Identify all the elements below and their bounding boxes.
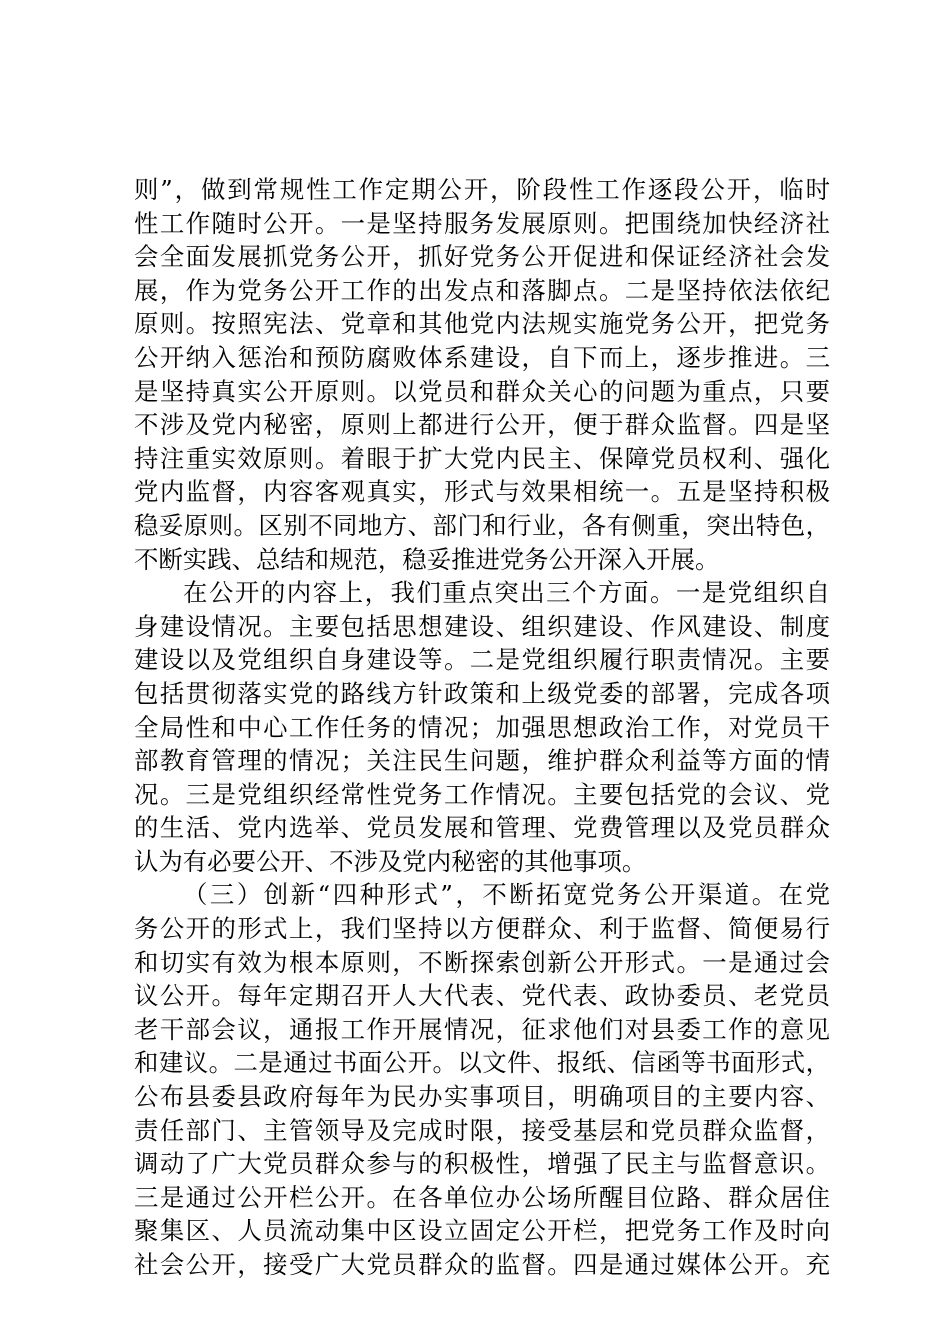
paragraph-principles [134, 173, 830, 576]
text-line: 和切实有效为根本原则，不断探索创新公开形式。一是通过会 [134, 947, 830, 977]
text-line: 公开纳入惩治和预防腐败体系建设，自下而上，逐步推进。三 [134, 342, 830, 372]
text-line: 社会公开，接受广大党员群众的监督。四是通过媒体公开。充 [134, 1250, 830, 1279]
text-line: 老干部会议，通报工作开展情况，征求他们对县委工作的意见 [134, 1014, 830, 1044]
text-line: 原则。按照宪法、党章和其他党内法规实施党务公开，把党务 [134, 309, 830, 339]
text-line: 聚集区、人员流动集中区设立固定公开栏，把党务工作及时向 [134, 1216, 830, 1246]
text-line: 是坚持真实公开原则。以党员和群众关心的问题为重点，只要 [134, 376, 830, 406]
text-line: 不涉及党内秘密，原则上都进行公开，便于群众监督。四是坚 [134, 410, 830, 440]
text-line: （三）创新“四种形式”，不断拓宽党务公开渠道。在党 [183, 880, 830, 910]
paragraph-content [134, 576, 830, 878]
text-line: 部教育管理的情况；关注民生问题，维护群众利益等方面的情 [134, 746, 830, 776]
text-line: 全局性和中心工作任务的情况；加强思想政治工作，对党员干 [134, 712, 830, 742]
text-line: 包括贯彻落实党的路线方针政策和上级党委的部署，完成各项 [134, 678, 830, 708]
text-line: 在公开的内容上，我们重点突出三个方面。一是党组织自 [183, 578, 830, 608]
text-line: 身建设情况。主要包括思想建设、组织建设、作风建设、制度 [134, 611, 830, 641]
text-line: 性工作随时公开。一是坚持服务发展原则。把围绕加快经济社 [134, 208, 830, 238]
text-line: 务公开的形式上，我们坚持以方便群众、利于监督、简便易行 [134, 914, 830, 944]
text-line: 稳妥原则。区别不同地方、部门和行业，各有侧重，突出特色， [134, 510, 830, 540]
text-line: 和建议。二是通过书面公开。以文件、报纸、信函等书面形式， [134, 1048, 830, 1078]
text-line: 公布县委县政府每年为民办实事项目，明确项目的主要内容、 [134, 1082, 830, 1112]
text-line: 认为有必要公开、不涉及党内秘密的其他事项。 [134, 846, 647, 876]
body-text [134, 173, 830, 1282]
text-line: 党内监督，内容客观真实，形式与效果相统一。五是坚持积极 [134, 477, 830, 507]
text-line: 持注重实效原则。着眼于扩大党内民主、保障党员权利、强化 [134, 443, 830, 473]
text-line: 展，作为党务公开工作的出发点和落脚点。二是坚持依法依纪 [134, 275, 830, 305]
text-line: 调动了广大党员群众参与的积极性，增强了民主与监督意识。 [134, 1149, 830, 1179]
text-line: 不断实践、总结和规范，稳妥推进党务公开深入开展。 [134, 544, 720, 574]
text-line: 议公开。每年定期召开人大代表、党代表、政协委员、老党员 [134, 981, 830, 1011]
text-line: 责任部门、主管领导及完成时限，接受基层和党员群众监督， [134, 1115, 830, 1145]
text-line: 的生活、党内选举、党员发展和管理、党费管理以及党员群众 [134, 813, 830, 843]
text-line: 则”，做到常规性工作定期公开，阶段性工作逐段公开，临时 [134, 175, 830, 204]
text-line: 三是通过公开栏公开。在各单位办公场所醒目位路、群众居住 [134, 1182, 830, 1212]
text-line: 况。三是党组织经常性党务工作情况。主要包括党的会议、党 [134, 779, 830, 809]
paragraph-forms [134, 878, 830, 1281]
text-line: 建设以及党组织自身建设等。二是党组织履行职责情况。主要 [134, 645, 830, 675]
text-line: 会全面发展抓党务公开，抓好党务公开促进和保证经济社会发 [134, 242, 830, 272]
